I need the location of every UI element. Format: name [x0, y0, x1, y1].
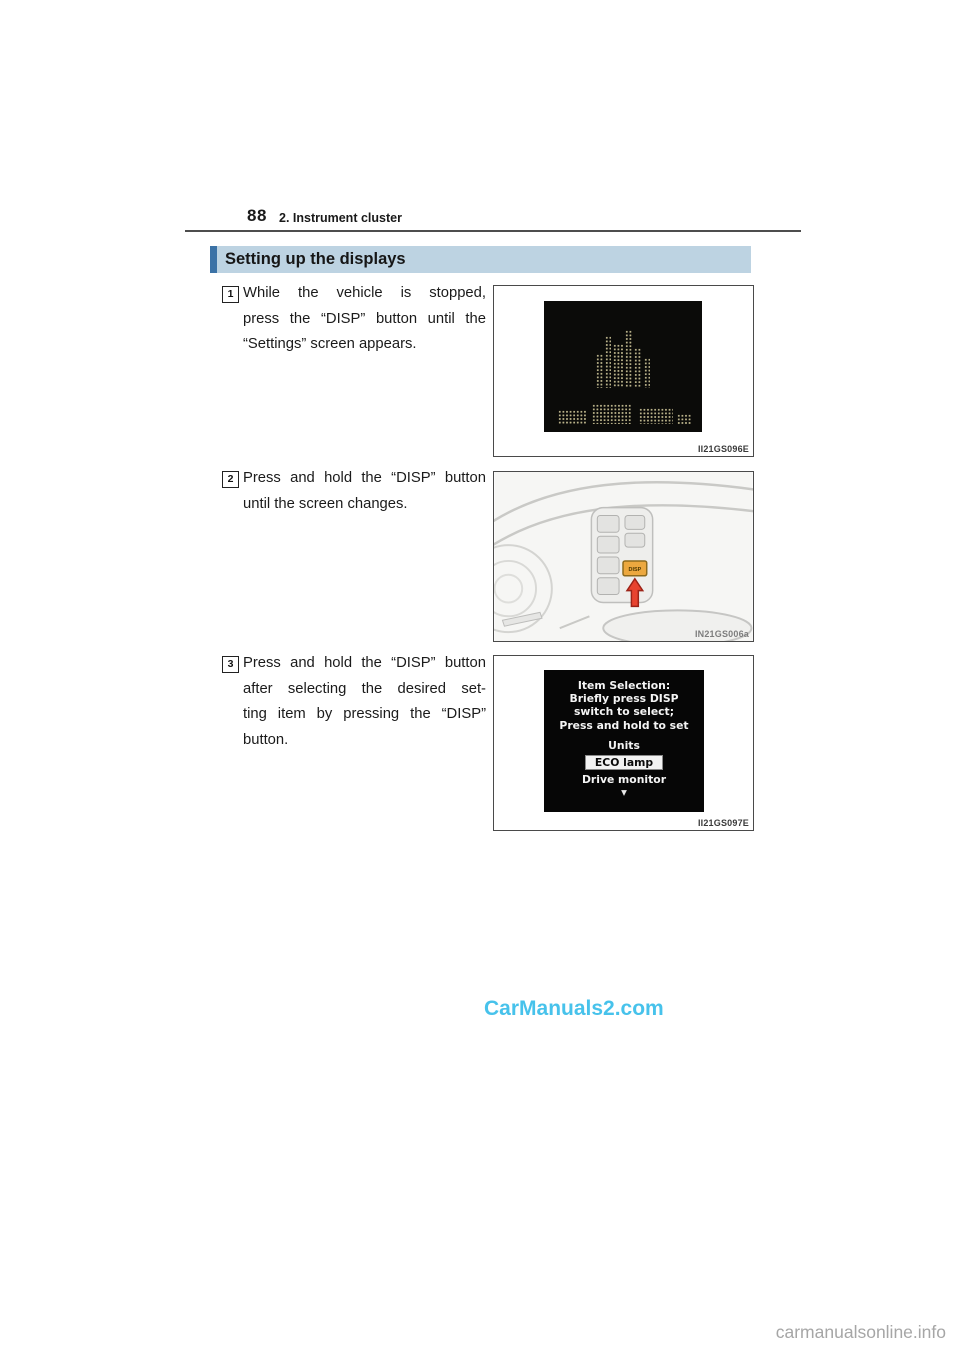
settings-line4: Press and hold to set: [559, 718, 689, 732]
heading-title: Setting up the displays: [225, 250, 406, 268]
figure3-label: II21GS097E: [697, 818, 749, 828]
page-number: 88: [247, 206, 267, 225]
settings-screen: [544, 670, 704, 812]
header-rule: [185, 230, 801, 232]
watermark-link[interactable]: CarManuals2.com: [484, 997, 664, 1020]
menu-item-drive-monitor: Drive monitor: [581, 773, 667, 787]
cluster-display-screen: [544, 301, 702, 432]
step1-line1: While the vehicle is stopped,: [243, 285, 486, 301]
site-footer-text: carmanualsonline.info: [775, 1322, 946, 1342]
step-text-3: [243, 651, 486, 753]
step-number-3: 3: [222, 656, 239, 673]
steering-wheel-illustration: [494, 472, 753, 641]
step-text-2: [243, 466, 486, 517]
step3-line4: button.: [243, 731, 289, 748]
figure-steering-wheel: [493, 471, 754, 642]
step3-line1: Press and hold the “DISP” button: [243, 655, 486, 671]
step1-line2: press the “DISP” button until the: [243, 310, 486, 327]
step3-line3: ting item by pressing the “DISP”: [243, 706, 486, 722]
step3-line2: after selecting the desired set-: [243, 680, 486, 697]
heading-bar: [210, 246, 751, 273]
menu-item-eco-lamp-selected: ECO lamp: [585, 755, 663, 771]
settings-line3: switch to select;: [573, 705, 675, 719]
step2-line2: until the screen changes.: [243, 495, 408, 512]
section-title: 2. Instrument cluster: [279, 211, 402, 225]
figure1-label: II21GS096E: [697, 444, 749, 454]
menu-item-eco-wrap: [544, 752, 704, 771]
heading-accent-bar: [210, 246, 217, 273]
step-number-2: 2: [222, 471, 239, 488]
step2-line1: Press and hold the “DISP” button: [243, 470, 486, 486]
step-text-1: [243, 281, 486, 358]
step-number-1: 1: [222, 286, 239, 303]
figure-cluster-display: [493, 285, 754, 457]
step1-line3: “Settings” screen appears.: [243, 336, 417, 352]
settings-line1: Item Selection:: [577, 679, 671, 692]
disp-button: [623, 561, 647, 576]
figure2-label: IN21GS006a: [694, 629, 749, 639]
disp-button-text: DISP: [628, 566, 642, 573]
menu-item-units: Units: [608, 738, 640, 752]
settings-line2: Briefly press DISP: [569, 692, 679, 706]
scroll-down-arrow-icon: ▼: [621, 788, 627, 798]
figure-settings-screen: [493, 655, 754, 831]
